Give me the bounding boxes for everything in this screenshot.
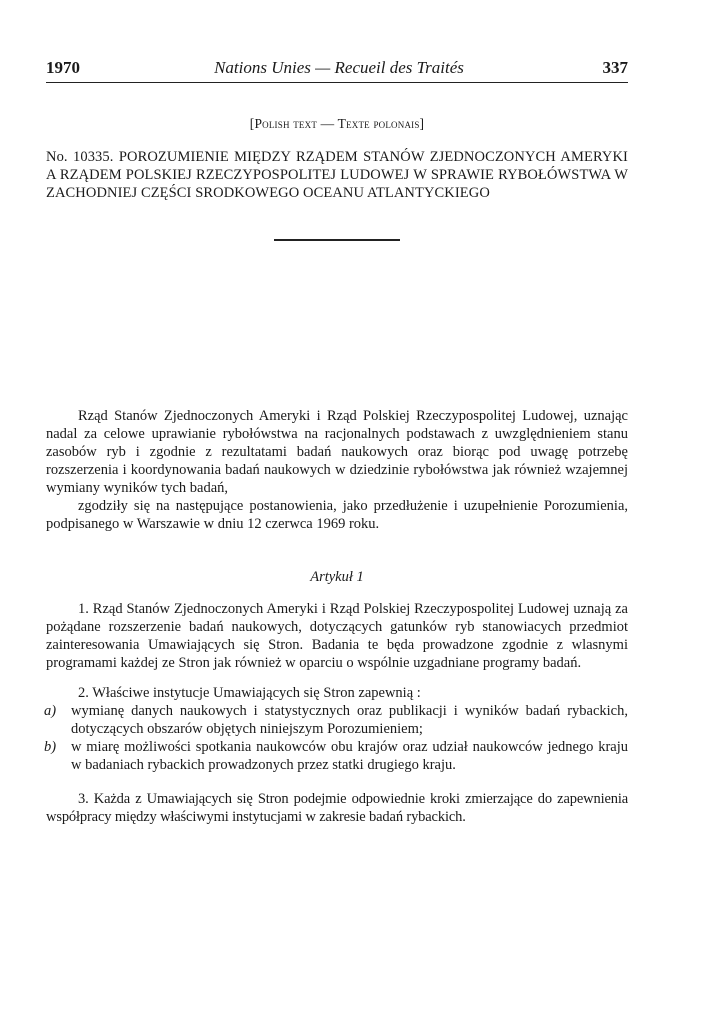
list-item-marker: b) <box>44 739 57 755</box>
list-item-text: wymianę danych naukowych i statystycznych oraz publikacji i wyników badań rybackich, dotyczących obszarów objętych niniejszym Porozumieniem; <box>71 703 628 737</box>
article-paragraph: 1. Rząd Stanów Zjednoczonych Ameryki i Rząd Polskiej Rzeczypospolitej Ludowej uznają za pożądane rozszerzenie badań naukowych, dotyczących gatunków ryb stanowiacych przedmiot zainteresowania Umawiających się Stron. Badania te będa prowadzone zgodnie z wlasnymi programami każdej ze Stron jak również w oparciu o wspólnie uzgadniane programy badań. <box>46 601 628 671</box>
article-paragraph: 3. Każda z Umawiających się Stron podejmie odpowiednie kroki zmierzające do zapewnienia współpracy między właściwymi instytucjami w zakresie badań rybackich. <box>46 791 628 825</box>
article-paragraph: 2. Właściwe instytucje Umawiających się Stron zapewnią : <box>78 685 421 701</box>
header-running-title: Nations Unies — Recueil des Traités <box>214 58 464 77</box>
page-header <box>46 54 628 83</box>
header-year: 1970 <box>46 58 80 77</box>
title-separator-rule <box>274 239 400 241</box>
treaty-title: No. 10335. POROZUMIENIE MIĘDZY RZĄDEM STANÓW ZJEDNOCZONYCH AMERYKI A RZĄDEM POLSKIEJ RZECZYPOSPOLITEJ LUDOWEJ W SPRAWIE RYBOŁÓWSTWA W ZACHODNIEJ CZĘŚCI SRODKOWEGO OCEANU ATLANTYCKIEGO <box>46 149 628 201</box>
list-item <box>46 738 628 774</box>
header-page-number: 337 <box>602 58 628 77</box>
list-item-marker: a) <box>44 703 57 719</box>
language-note: [Polish text — Texte polonais] <box>249 116 425 131</box>
preamble <box>46 407 628 533</box>
list-item-text: w miarę możliwości spotkania naukowców obu krajów oraz udział naukowców jednego kraju w badaniach rybackich prowadzonych przez statki drugiego kraju. <box>71 739 628 773</box>
article-1-body <box>46 600 628 826</box>
preamble-paragraph: Rząd Stanów Zjednoczonych Ameryki i Rząd Polskiej Rzeczypospolitej Ludowej, uznając nadal za celowe uprawianie rybołówstwa na racjonalnych podstawach z uwzględnieniem stanu zasobów ryb i zgodnie z rezultatami badań naukowych oraz biorąc pod uwagę potrzebę rozszerzenia i koordynowania badań naukowych w dziedzinie rybołówstwa jak również wzajemnej wymiany wyników tych badań, <box>46 408 628 496</box>
document-page <box>46 54 628 826</box>
list-item <box>46 702 628 738</box>
article-heading: Artykuł 1 <box>310 569 364 585</box>
preamble-paragraph: zgodziły się na następujące postanowienia, jako przedłużenie i uzupełnienie Porozumienia, podpisanego w Warszawie w dniu 12 czerwca 1969 roku. <box>46 498 628 532</box>
